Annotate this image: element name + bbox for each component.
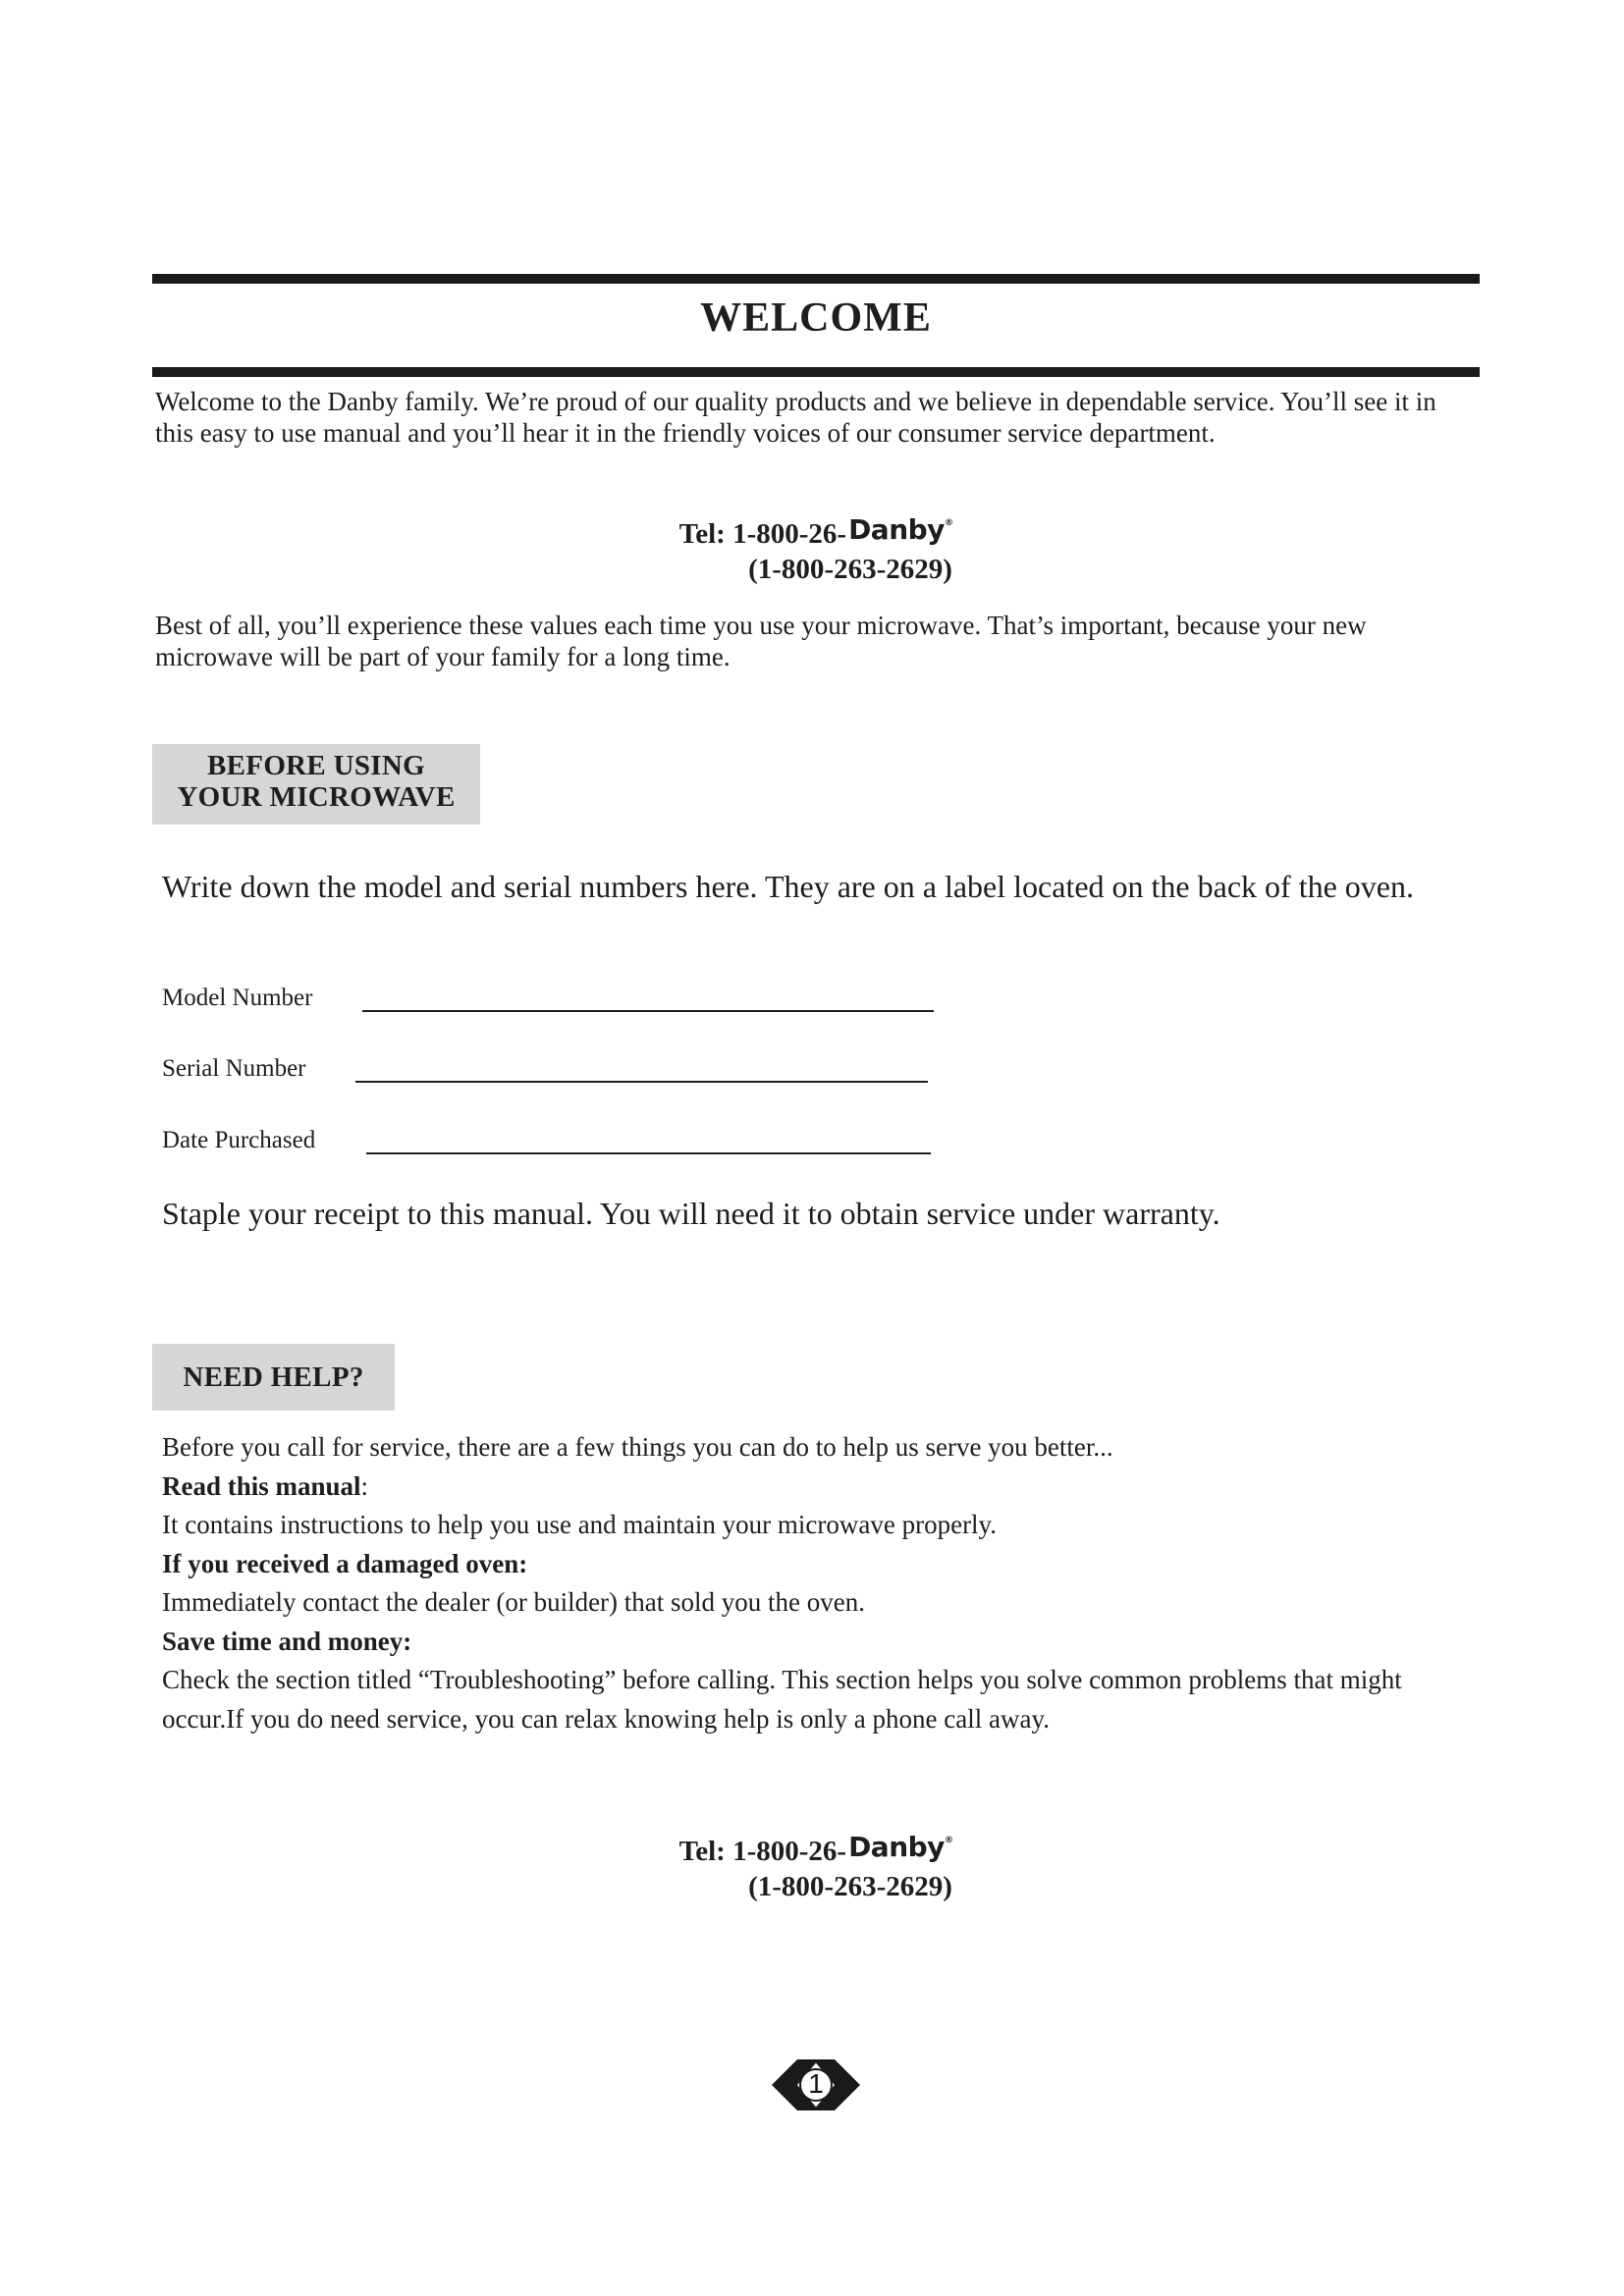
save-time-text: Check the section titled “Troubleshooting” before calling. This section helps you solve common problems that might occur.If you do need service, you can relax knowing help is only a phone call away. <box>162 1665 1402 1734</box>
page-number: 1 <box>808 2068 824 2099</box>
danby-logo-icon <box>848 506 952 548</box>
contact-block-bottom <box>152 1823 1480 1904</box>
tel-prefix: Tel: 1-800-26- <box>678 1836 847 1867</box>
save-time-heading: Save time and money: <box>162 1626 412 1656</box>
heading-line: YOUR MICROWAVE <box>177 781 456 813</box>
date-purchased-label: Date Purchased <box>162 1127 316 1153</box>
damaged-oven-text: Immediately contact the dealer (or builder) that sold you the oven. <box>162 1587 866 1617</box>
model-number-blank[interactable] <box>362 1010 934 1012</box>
title-rule-bottom <box>152 367 1480 377</box>
help-intro: Before you call for service, there are a few things you can do to help us serve you better... <box>162 1432 1113 1462</box>
need-help-heading: NEED HELP? <box>152 1344 395 1411</box>
need-help-content <box>162 1428 1483 1738</box>
brand-name: Danby <box>848 1831 945 1863</box>
model-number-label: Model Number <box>162 985 313 1011</box>
serial-number-field[interactable] <box>162 1055 938 1091</box>
read-manual-heading: Read this manual <box>162 1470 361 1501</box>
registered-mark: ® <box>944 1836 953 1845</box>
date-purchased-field[interactable] <box>162 1127 938 1162</box>
tel-line <box>152 506 1480 552</box>
date-purchased-blank[interactable] <box>366 1152 931 1154</box>
page-title: WELCOME <box>700 295 932 341</box>
serial-number-label: Serial Number <box>162 1055 306 1082</box>
damaged-oven-heading: If you received a damaged oven: <box>162 1548 528 1578</box>
record-instructions: Write down the model and serial numbers here. They are on a label located on the back of the oven. <box>162 869 1414 904</box>
contact-block-top <box>152 506 1480 587</box>
tel-numeric: (1-800-263-2629) <box>748 1871 952 1902</box>
serial-number-blank[interactable] <box>355 1081 928 1083</box>
read-manual-heading-line <box>162 1468 1483 1507</box>
staple-receipt-note: Staple your receipt to this manual. You will need it to obtain service under warranty. <box>162 1196 1220 1231</box>
read-manual-colon: : <box>360 1470 369 1501</box>
page-number-badge <box>768 2056 864 2114</box>
heading-line: BEFORE USING <box>207 750 425 781</box>
read-manual-text: It contains instructions to help you use and maintain your microwave properly. <box>162 1510 998 1539</box>
danby-logo-icon <box>848 1823 952 1865</box>
intro-paragraph: Welcome to the Danby family. We’re proud of our quality products and we believe in dependable service. You’ll see it in this easy to use manual and you’ll hear it in the friendly voices of our consumer service department. <box>155 387 1436 448</box>
tel-numeric: (1-800-263-2629) <box>748 554 952 585</box>
brand-name: Danby <box>848 513 945 546</box>
model-number-field[interactable] <box>162 985 938 1020</box>
title-rule-top <box>152 274 1480 284</box>
best-of-paragraph: Best of all, you’ll experience these values each time you use your microwave. That’s important, because your new microwave will be part of your family for a long time. <box>155 611 1367 671</box>
tel-prefix: Tel: 1-800-26- <box>678 518 847 550</box>
registered-mark: ® <box>944 518 953 528</box>
tel-line <box>152 1823 1480 1869</box>
before-using-heading <box>152 744 480 825</box>
